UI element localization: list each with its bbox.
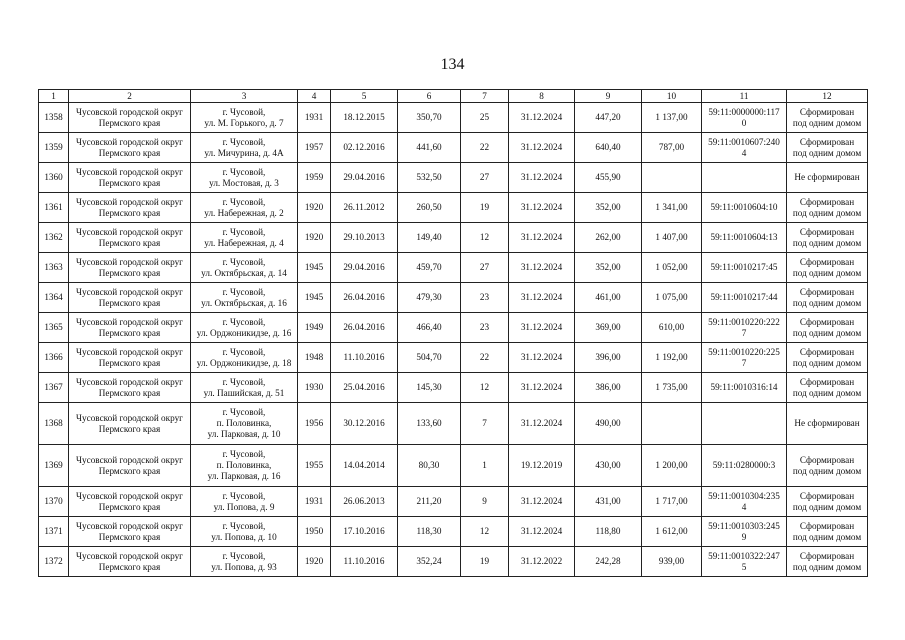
area-cell: 211,20 xyxy=(398,487,461,517)
date2-cell: 31.12.2024 xyxy=(509,163,575,193)
value9-cell: 242,28 xyxy=(575,547,642,577)
column-header: 2 xyxy=(69,90,191,103)
column-header: 10 xyxy=(642,90,702,103)
status-cell: Сформирован под одним домом xyxy=(787,253,868,283)
year-cell: 1931 xyxy=(298,487,331,517)
date-cell: 26.04.2016 xyxy=(331,283,398,313)
municipality-cell: Чусовской городской округ Пермского края xyxy=(69,163,191,193)
status-cell: Не сформирован xyxy=(787,163,868,193)
address-cell: г. Чусовой, ул. Пашийская, д. 51 xyxy=(191,373,298,403)
date-cell: 02.12.2016 xyxy=(331,133,398,163)
column-header: 12 xyxy=(787,90,868,103)
date-cell: 29.04.2016 xyxy=(331,253,398,283)
column-header: 8 xyxy=(509,90,575,103)
value9-cell: 461,00 xyxy=(575,283,642,313)
count-cell: 23 xyxy=(461,313,509,343)
row-number: 1359 xyxy=(39,133,69,163)
area-cell: 118,30 xyxy=(398,517,461,547)
municipality-cell: Чусовской городской округ Пермского края xyxy=(69,373,191,403)
area-cell: 532,50 xyxy=(398,163,461,193)
year-cell: 1950 xyxy=(298,517,331,547)
cadastral-number-cell: 59:11:0010303:245 9 xyxy=(702,517,787,547)
year-cell: 1920 xyxy=(298,223,331,253)
status-cell: Сформирован под одним домом xyxy=(787,313,868,343)
date-cell: 26.11.2012 xyxy=(331,193,398,223)
year-cell: 1955 xyxy=(298,445,331,487)
count-cell: 12 xyxy=(461,373,509,403)
cadastral-number-cell: 59:11:0010322:247 5 xyxy=(702,547,787,577)
address-cell: г. Чусовой, ул. Попова, д. 10 xyxy=(191,517,298,547)
value10-cell xyxy=(642,163,702,193)
address-cell: г. Чусовой, ул. М. Горького, д. 7 xyxy=(191,103,298,133)
date-cell: 11.10.2016 xyxy=(331,547,398,577)
row-number: 1361 xyxy=(39,193,69,223)
date2-cell: 31.12.2024 xyxy=(509,313,575,343)
cadastral-number-cell: 59:11:0000000:117 0 xyxy=(702,103,787,133)
row-number: 1366 xyxy=(39,343,69,373)
year-cell: 1920 xyxy=(298,547,331,577)
year-cell: 1930 xyxy=(298,373,331,403)
status-cell: Сформирован под одним домом xyxy=(787,283,868,313)
status-cell: Сформирован под одним домом xyxy=(787,193,868,223)
municipality-cell: Чусовской городской округ Пермского края xyxy=(69,343,191,373)
area-cell: 80,30 xyxy=(398,445,461,487)
date2-cell: 31.12.2024 xyxy=(509,253,575,283)
table-row xyxy=(39,547,868,577)
date2-cell: 31.12.2024 xyxy=(509,517,575,547)
registry-table xyxy=(38,89,868,577)
cadastral-number-cell: 59:11:0010220:225 7 xyxy=(702,343,787,373)
date2-cell: 31.12.2024 xyxy=(509,133,575,163)
row-number: 1371 xyxy=(39,517,69,547)
date-cell: 25.04.2016 xyxy=(331,373,398,403)
value9-cell: 490,00 xyxy=(575,403,642,445)
date-cell: 29.10.2013 xyxy=(331,223,398,253)
count-cell: 19 xyxy=(461,547,509,577)
value9-cell: 386,00 xyxy=(575,373,642,403)
row-number: 1367 xyxy=(39,373,69,403)
area-cell: 145,30 xyxy=(398,373,461,403)
table-row xyxy=(39,193,868,223)
column-header: 5 xyxy=(331,90,398,103)
date2-cell: 31.12.2024 xyxy=(509,373,575,403)
table-row xyxy=(39,103,868,133)
status-cell: Сформирован под одним домом xyxy=(787,445,868,487)
municipality-cell: Чусовской городской округ Пермского края xyxy=(69,517,191,547)
area-cell: 149,40 xyxy=(398,223,461,253)
year-cell: 1956 xyxy=(298,403,331,445)
value10-cell: 1 200,00 xyxy=(642,445,702,487)
value10-cell: 1 341,00 xyxy=(642,193,702,223)
count-cell: 22 xyxy=(461,133,509,163)
municipality-cell: Чусовской городской округ Пермского края xyxy=(69,403,191,445)
status-cell: Сформирован под одним домом xyxy=(787,223,868,253)
cadastral-number-cell: 59:11:0010316:14 xyxy=(702,373,787,403)
area-cell: 352,24 xyxy=(398,547,461,577)
table-row xyxy=(39,445,868,487)
page-number: 134 xyxy=(440,56,465,73)
status-cell: Сформирован под одним домом xyxy=(787,547,868,577)
date-cell: 26.06.2013 xyxy=(331,487,398,517)
cadastral-number-cell: 59:11:0010604:13 xyxy=(702,223,787,253)
count-cell: 23 xyxy=(461,283,509,313)
municipality-cell: Чусовской городской округ Пермского края xyxy=(69,133,191,163)
area-cell: 133,60 xyxy=(398,403,461,445)
cadastral-number-cell xyxy=(702,163,787,193)
count-cell: 19 xyxy=(461,193,509,223)
table-row xyxy=(39,253,868,283)
row-number: 1362 xyxy=(39,223,69,253)
row-number: 1368 xyxy=(39,403,69,445)
column-header: 6 xyxy=(398,90,461,103)
value10-cell: 610,00 xyxy=(642,313,702,343)
date2-cell: 31.12.2024 xyxy=(509,343,575,373)
date-cell: 26.04.2016 xyxy=(331,313,398,343)
table-row xyxy=(39,133,868,163)
date-cell: 29.04.2016 xyxy=(331,163,398,193)
row-number: 1360 xyxy=(39,163,69,193)
municipality-cell: Чусовской городской округ Пермского края xyxy=(69,193,191,223)
address-cell: г. Чусовой, ул. Набережная, д. 4 xyxy=(191,223,298,253)
municipality-cell: Чусовской городской округ Пермского края xyxy=(69,103,191,133)
address-cell: г. Чусовой, ул. Орджоникидзе, д. 16 xyxy=(191,313,298,343)
value9-cell: 447,20 xyxy=(575,103,642,133)
area-cell: 350,70 xyxy=(398,103,461,133)
status-cell: Сформирован под одним домом xyxy=(787,133,868,163)
year-cell: 1931 xyxy=(298,103,331,133)
year-cell: 1959 xyxy=(298,163,331,193)
area-cell: 260,50 xyxy=(398,193,461,223)
status-cell: Сформирован под одним домом xyxy=(787,103,868,133)
value9-cell: 640,40 xyxy=(575,133,642,163)
cadastral-number-cell: 59:11:0280000:3 xyxy=(702,445,787,487)
address-cell: г. Чусовой, ул. Октябрьская, д. 16 xyxy=(191,283,298,313)
value10-cell: 1 407,00 xyxy=(642,223,702,253)
date-cell: 30.12.2016 xyxy=(331,403,398,445)
table-row xyxy=(39,403,868,445)
area-cell: 459,70 xyxy=(398,253,461,283)
value9-cell: 118,80 xyxy=(575,517,642,547)
area-cell: 466,40 xyxy=(398,313,461,343)
value10-cell: 1 137,00 xyxy=(642,103,702,133)
status-cell: Сформирован под одним домом xyxy=(787,487,868,517)
year-cell: 1957 xyxy=(298,133,331,163)
value10-cell xyxy=(642,403,702,445)
table-row xyxy=(39,313,868,343)
column-header: 3 xyxy=(191,90,298,103)
date2-cell: 31.12.2024 xyxy=(509,403,575,445)
count-cell: 22 xyxy=(461,343,509,373)
municipality-cell: Чусовской городской округ Пермского края xyxy=(69,313,191,343)
value9-cell: 396,00 xyxy=(575,343,642,373)
count-cell: 12 xyxy=(461,223,509,253)
address-cell: г. Чусовой, ул. Мичурина, д. 4А xyxy=(191,133,298,163)
date2-cell: 31.12.2024 xyxy=(509,193,575,223)
table-row xyxy=(39,487,868,517)
table-row xyxy=(39,283,868,313)
municipality-cell: Чусовской городской округ Пермского края xyxy=(69,445,191,487)
address-cell: г. Чусовой, п. Половинка, ул. Парковая, д. 10 xyxy=(191,403,298,445)
column-header: 11 xyxy=(702,90,787,103)
column-header: 7 xyxy=(461,90,509,103)
date2-cell: 31.12.2024 xyxy=(509,487,575,517)
value9-cell: 430,00 xyxy=(575,445,642,487)
date2-cell: 31.12.2022 xyxy=(509,547,575,577)
row-number: 1364 xyxy=(39,283,69,313)
value9-cell: 431,00 xyxy=(575,487,642,517)
address-cell: г. Чусовой, ул. Набережная, д. 2 xyxy=(191,193,298,223)
row-number: 1369 xyxy=(39,445,69,487)
date2-cell: 31.12.2024 xyxy=(509,283,575,313)
address-cell: г. Чусовой, п. Половинка, ул. Парковая, д. 16 xyxy=(191,445,298,487)
date-cell: 11.10.2016 xyxy=(331,343,398,373)
value9-cell: 352,00 xyxy=(575,193,642,223)
address-cell: г. Чусовой, ул. Мостовая, д. 3 xyxy=(191,163,298,193)
value10-cell: 1 075,00 xyxy=(642,283,702,313)
area-cell: 441,60 xyxy=(398,133,461,163)
status-cell: Сформирован под одним домом xyxy=(787,343,868,373)
value10-cell: 939,00 xyxy=(642,547,702,577)
address-cell: г. Чусовой, ул. Попова, д. 93 xyxy=(191,547,298,577)
status-cell: Не сформирован xyxy=(787,403,868,445)
area-cell: 504,70 xyxy=(398,343,461,373)
value9-cell: 352,00 xyxy=(575,253,642,283)
column-header: 1 xyxy=(39,90,69,103)
status-cell: Сформирован под одним домом xyxy=(787,373,868,403)
row-number: 1363 xyxy=(39,253,69,283)
year-cell: 1948 xyxy=(298,343,331,373)
date-cell: 17.10.2016 xyxy=(331,517,398,547)
value9-cell: 262,00 xyxy=(575,223,642,253)
value10-cell: 1 052,00 xyxy=(642,253,702,283)
value9-cell: 369,00 xyxy=(575,313,642,343)
cadastral-number-cell xyxy=(702,403,787,445)
cadastral-number-cell: 59:11:0010607:240 4 xyxy=(702,133,787,163)
row-number: 1370 xyxy=(39,487,69,517)
row-number: 1358 xyxy=(39,103,69,133)
count-cell: 27 xyxy=(461,163,509,193)
date2-cell: 19.12.2019 xyxy=(509,445,575,487)
value10-cell: 1 735,00 xyxy=(642,373,702,403)
cadastral-number-cell: 59:11:0010217:44 xyxy=(702,283,787,313)
address-cell: г. Чусовой, ул. Попова, д. 9 xyxy=(191,487,298,517)
cadastral-number-cell: 59:11:0010304:235 4 xyxy=(702,487,787,517)
year-cell: 1945 xyxy=(298,253,331,283)
header-row xyxy=(39,90,868,103)
count-cell: 25 xyxy=(461,103,509,133)
date-cell: 18.12.2015 xyxy=(331,103,398,133)
table-row xyxy=(39,163,868,193)
table-row xyxy=(39,373,868,403)
year-cell: 1920 xyxy=(298,193,331,223)
municipality-cell: Чусовской городской округ Пермского края xyxy=(69,223,191,253)
column-header: 9 xyxy=(575,90,642,103)
row-number: 1372 xyxy=(39,547,69,577)
table-row xyxy=(39,223,868,253)
address-cell: г. Чусовой, ул. Орджоникидзе, д. 18 xyxy=(191,343,298,373)
count-cell: 9 xyxy=(461,487,509,517)
date2-cell: 31.12.2024 xyxy=(509,103,575,133)
municipality-cell: Чусовской городской округ Пермского края xyxy=(69,547,191,577)
table-row xyxy=(39,343,868,373)
value10-cell: 1 612,00 xyxy=(642,517,702,547)
date2-cell: 31.12.2024 xyxy=(509,223,575,253)
year-cell: 1949 xyxy=(298,313,331,343)
status-cell: Сформирован под одним домом xyxy=(787,517,868,547)
area-cell: 479,30 xyxy=(398,283,461,313)
count-cell: 1 xyxy=(461,445,509,487)
column-header: 4 xyxy=(298,90,331,103)
date-cell: 14.04.2014 xyxy=(331,445,398,487)
cadastral-number-cell: 59:11:0010217:45 xyxy=(702,253,787,283)
cadastral-number-cell: 59:11:0010220:222 7 xyxy=(702,313,787,343)
value10-cell: 1 717,00 xyxy=(642,487,702,517)
cadastral-number-cell: 59:11:0010604:10 xyxy=(702,193,787,223)
row-number: 1365 xyxy=(39,313,69,343)
municipality-cell: Чусовской городской округ Пермского края xyxy=(69,283,191,313)
address-cell: г. Чусовой, ул. Октябрьская, д. 14 xyxy=(191,253,298,283)
year-cell: 1945 xyxy=(298,283,331,313)
value10-cell: 1 192,00 xyxy=(642,343,702,373)
municipality-cell: Чусовской городской округ Пермского края xyxy=(69,253,191,283)
count-cell: 27 xyxy=(461,253,509,283)
count-cell: 7 xyxy=(461,403,509,445)
value9-cell: 455,90 xyxy=(575,163,642,193)
table-row xyxy=(39,517,868,547)
municipality-cell: Чусовской городской округ Пермского края xyxy=(69,487,191,517)
value10-cell: 787,00 xyxy=(642,133,702,163)
count-cell: 12 xyxy=(461,517,509,547)
